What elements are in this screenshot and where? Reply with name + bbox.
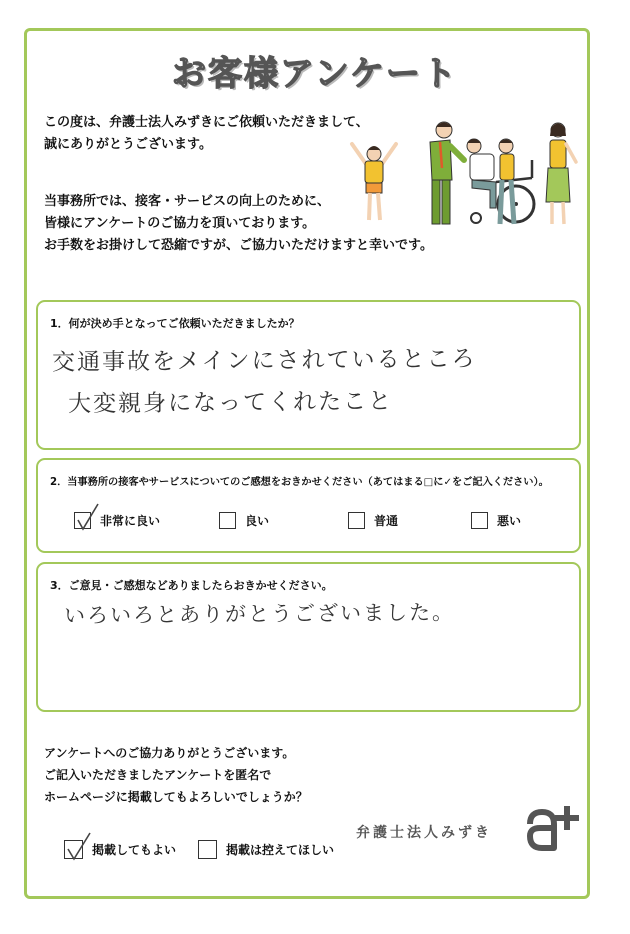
checkbox-very-good[interactable]: [74, 512, 91, 529]
intro-thanks: [44, 112, 369, 156]
firm-logo-icon: [526, 802, 580, 852]
question-1-label: 1．何が決め手となってご依頼いただきましたか？: [50, 317, 300, 330]
closing-line-3: ホームページに掲載してもよろしいでしょうか？: [44, 790, 308, 804]
consent-allow-label: 掲載してもよい: [92, 843, 177, 857]
question-1-answer-line-1[interactable]: 交通事故をメインにされているところ: [51, 346, 477, 376]
consent-decline[interactable]: [198, 840, 334, 859]
wheelchair-figure: [467, 139, 534, 224]
option-bad-label: 悪い: [497, 514, 522, 528]
option-very-good[interactable]: [74, 512, 160, 529]
option-bad[interactable]: [471, 512, 521, 529]
option-very-good-label: 非常に良い: [100, 514, 161, 528]
question-1-box: [36, 300, 581, 450]
checkbox-average[interactable]: [348, 512, 365, 529]
intro-line-2: 誠にありがとうございます。: [44, 137, 212, 152]
option-good-label: 良い: [245, 514, 270, 528]
closing-line-2: ご記入いただきましたアンケートを匿名で: [44, 768, 272, 782]
child-figure: [352, 144, 396, 220]
firm-name: 弁護士法人みずき: [356, 825, 492, 841]
check-mark-icon: [76, 503, 100, 531]
closing-message: [44, 742, 308, 808]
question-3-box: [36, 562, 581, 712]
people-illustration: [346, 112, 582, 236]
option-good[interactable]: [219, 512, 269, 529]
checkbox-consent-decline[interactable]: [198, 840, 217, 859]
question-2-label: 2．当事務所の接客やサービスについてのご感想をおきかせください（あてはまる□に✓をご記入ください）。: [50, 477, 549, 488]
intro-line-1: この度は、弁護士法人みずきにご依頼いただきまして、: [44, 115, 369, 130]
check-mark-icon: [66, 831, 92, 861]
survey-title: お客様アンケート: [172, 54, 458, 94]
option-average-label: 普通: [374, 514, 399, 528]
intro-line-4: 皆様にアンケートのご協力を頂いております。: [44, 216, 316, 231]
closing-line-1: アンケートへのご協力ありがとうございます。: [44, 746, 295, 760]
checkbox-good[interactable]: [219, 512, 236, 529]
consent-decline-label: 掲載は控えてほしい: [226, 843, 335, 857]
question-1-answer-line-2[interactable]: 大変親身になってくれたこと: [67, 388, 394, 418]
checkbox-bad[interactable]: [471, 512, 488, 529]
question-2-box: [36, 458, 581, 553]
option-average[interactable]: [348, 512, 398, 529]
checkbox-consent-allow[interactable]: [64, 840, 83, 859]
woman-figure: [546, 123, 576, 224]
intro-line-3: 当事務所では、接客・サービスの向上のために、: [44, 194, 331, 209]
question-3-answer[interactable]: いろいろとありがとうございました。: [63, 600, 456, 628]
consent-allow[interactable]: [64, 840, 176, 859]
question-3-label: 3．ご意見・ご感想などありましたらおきかせください。: [50, 579, 333, 592]
lawyer-figure: [430, 122, 464, 224]
intro-line-5: お手数をお掛けして恐縮ですが、ご協力いただけますと幸いです。: [44, 238, 433, 253]
